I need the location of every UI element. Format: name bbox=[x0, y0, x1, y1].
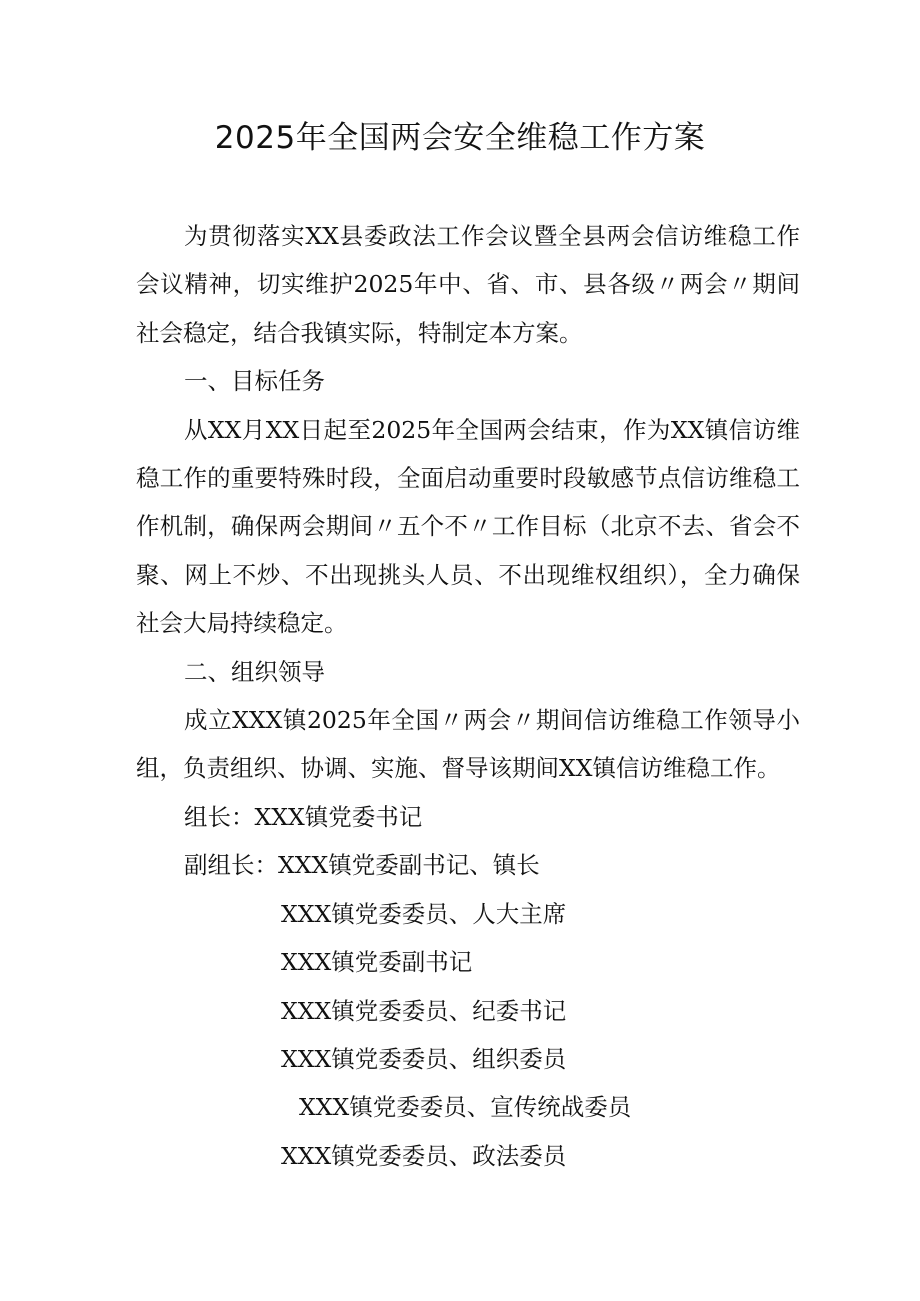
section-heading-organization: 二、组织领导 bbox=[184, 657, 325, 686]
document-title: 2025年全国两会安全维稳工作方案 bbox=[214, 120, 706, 156]
deputy-leader-line: XXX镇党委委员、宣传统战委员 bbox=[299, 1093, 632, 1122]
deputy-leader-line: XXX镇党委委员、纪委书记 bbox=[281, 996, 567, 1025]
deputy-leader-line: XXX镇党委委员、政法委员 bbox=[281, 1141, 567, 1170]
group-leader-line: 组长：XXX镇党委书记 bbox=[184, 802, 423, 831]
section-heading-goals: 一、目标任务 bbox=[184, 367, 325, 396]
deputy-leader-line: XXX镇党委委员、组织委员 bbox=[281, 1044, 567, 1073]
intro-paragraph: 为贯彻落实XX县委政法工作会议暨全县两会信访维稳工作会议精神，切实维护2025年中、省、市、县各级〃两会〃期间社会稳定，结合我镇实际，特制定本方案。 bbox=[136, 222, 800, 347]
deputy-leader-line: XXX镇党委副书记 bbox=[281, 948, 473, 977]
deputy-leader-line: XXX镇党委委员、人大主席 bbox=[281, 899, 567, 928]
deputy-leader-line: 副组长：XXX镇党委副书记、镇长 bbox=[184, 851, 540, 880]
organization-paragraph: 成立XXX镇2025年全国〃两会〃期间信访维稳工作领导小组，负责组织、协调、实施、督导该期间XX镇信访维稳工作。 bbox=[136, 706, 800, 783]
document-body bbox=[136, 212, 800, 1180]
goals-paragraph: 从XX月XX日起至2025年全国两会结束，作为XX镇信访维稳工作的重要特殊时段，全面启动重要时段敏感节点信访维稳工作机制，确保两会期间〃五个不〃工作目标（北京不去、省会不聚、网上不炒、不出现挑头人员、不出现维权组织），全力确保社会大局持续稳定。 bbox=[136, 415, 800, 638]
